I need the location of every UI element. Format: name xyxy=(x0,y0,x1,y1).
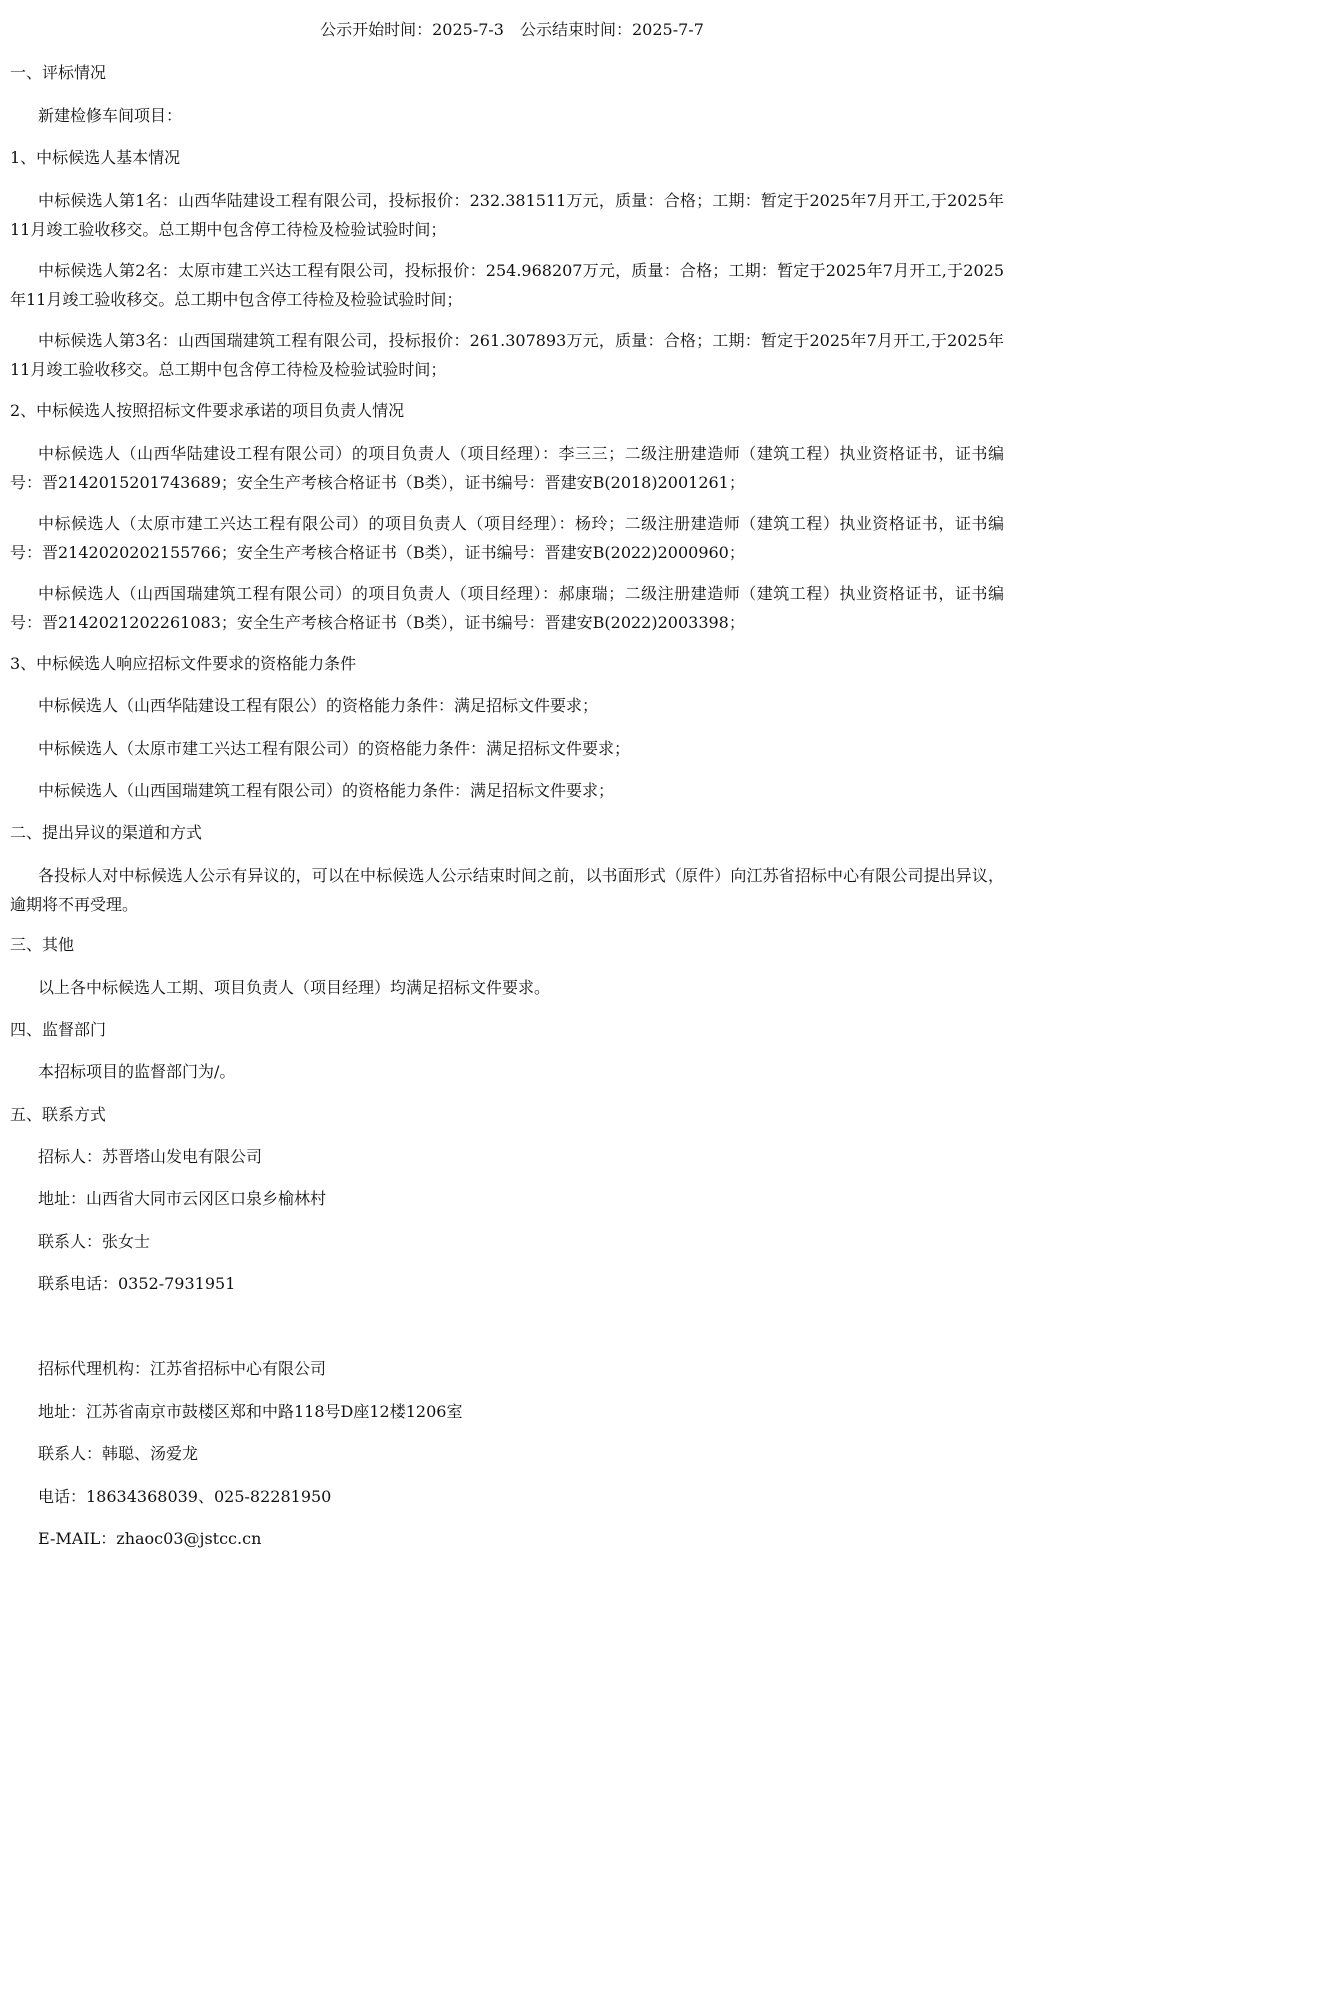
supervision-text: 本招标项目的监督部门为/。 xyxy=(38,1062,236,1081)
candidate-2-qualification: 中标候选人（太原市建工兴达工程有限公司）的资格能力条件：满足招标文件要求； xyxy=(38,739,631,758)
tenderer-name: 招标人：苏晋塔山发电有限公司 xyxy=(38,1147,263,1166)
candidate-2-manager: 中标候选人（太原市建工兴达工程有限公司）的项目负责人（项目经理）：杨玲；二级注册建造师（建筑工程）执业资格证书，证书编号：晋2142020202155766；安全生产考核合格证书（B类），证书编号：晋建安B(2022)2000960； xyxy=(10,514,1004,562)
subsection-1-heading: 1、中标候选人基本情况 xyxy=(10,148,181,167)
tenderer-phone: 联系电话：0352-7931951 xyxy=(38,1274,236,1293)
candidate-3-manager: 中标候选人（山西国瑞建筑工程有限公司）的项目负责人（项目经理）：郝康瑞；二级注册建造师（建筑工程）执业资格证书，证书编号：晋2142021202261083；安全生产考核合格证书（B类），证书编号：晋建安B(2022)2003398； xyxy=(10,584,1004,632)
agency-name: 招标代理机构：江苏省招标中心有限公司 xyxy=(38,1359,327,1378)
agency-phone: 电话：18634368039、025-82281950 xyxy=(38,1487,332,1506)
project-name: 新建检修车间项目： xyxy=(38,106,183,125)
publicity-period: 公示开始时间：2025-7-3 公示结束时间：2025-7-7 xyxy=(320,20,704,39)
candidate-1-qualification: 中标候选人（山西华陆建设工程有限公）的资格能力条件：满足招标文件要求； xyxy=(38,696,599,715)
tenderer-address: 地址：山西省大同市云冈区口泉乡榆林村 xyxy=(38,1189,327,1208)
subsection-3-heading: 3、中标候选人响应招标文件要求的资格能力条件 xyxy=(10,654,357,673)
section-5-heading: 五、联系方式 xyxy=(10,1105,107,1124)
other-text: 以上各中标候选人工期、项目负责人（项目经理）均满足招标文件要求。 xyxy=(38,978,551,997)
agency-contact: 联系人：韩聪、汤爱龙 xyxy=(38,1444,199,1463)
section-3-heading: 三、其他 xyxy=(10,935,75,954)
subsection-2-heading: 2、中标候选人按照招标文件要求承诺的项目负责人情况 xyxy=(10,401,405,420)
tenderer-contact: 联系人：张女士 xyxy=(38,1232,151,1251)
candidate-1-info: 中标候选人第1名：山西华陆建设工程有限公司，投标报价：232.381511万元，质量：合格；工期：暂定于2025年7月开工,于2025年11月竣工验收移交。总工期中包含停工待检及检验试验时间； xyxy=(10,191,1004,239)
candidate-3-info: 中标候选人第3名：山西国瑞建筑工程有限公司，投标报价：261.307893万元，质量：合格；工期：暂定于2025年7月开工,于2025年11月竣工验收移交。总工期中包含停工待检及检验试验时间； xyxy=(10,331,1004,379)
agency-address: 地址：江苏省南京市鼓楼区郑和中路118号D座12楼1206室 xyxy=(38,1402,463,1421)
agency-email: E-MAIL：zhaoc03@jstcc.cn xyxy=(38,1529,262,1548)
section-4-heading: 四、监督部门 xyxy=(10,1020,107,1039)
section-1-heading: 一、评标情况 xyxy=(10,63,107,82)
section-2-heading: 二、提出异议的渠道和方式 xyxy=(10,823,203,842)
candidate-2-info: 中标候选人第2名：太原市建工兴达工程有限公司，投标报价：254.968207万元，质量：合格；工期：暂定于2025年7月开工,于2025年11月竣工验收移交。总工期中包含停工待检及检验试验时间； xyxy=(10,261,1004,309)
objection-text: 各投标人对中标候选人公示有异议的，可以在中标候选人公示结束时间之前，以书面形式（原件）向江苏省招标中心有限公司提出异议，逾期将不再受理。 xyxy=(10,866,1004,914)
candidate-3-qualification: 中标候选人（山西国瑞建筑工程有限公司）的资格能力条件：满足招标文件要求； xyxy=(38,781,615,800)
candidate-1-manager: 中标候选人（山西华陆建设工程有限公司）的项目负责人（项目经理）：李三三；二级注册建造师（建筑工程）执业资格证书，证书编号：晋2142015201743689；安全生产考核合格证书（B类），证书编号：晋建安B(2018)2001261； xyxy=(10,444,1004,492)
